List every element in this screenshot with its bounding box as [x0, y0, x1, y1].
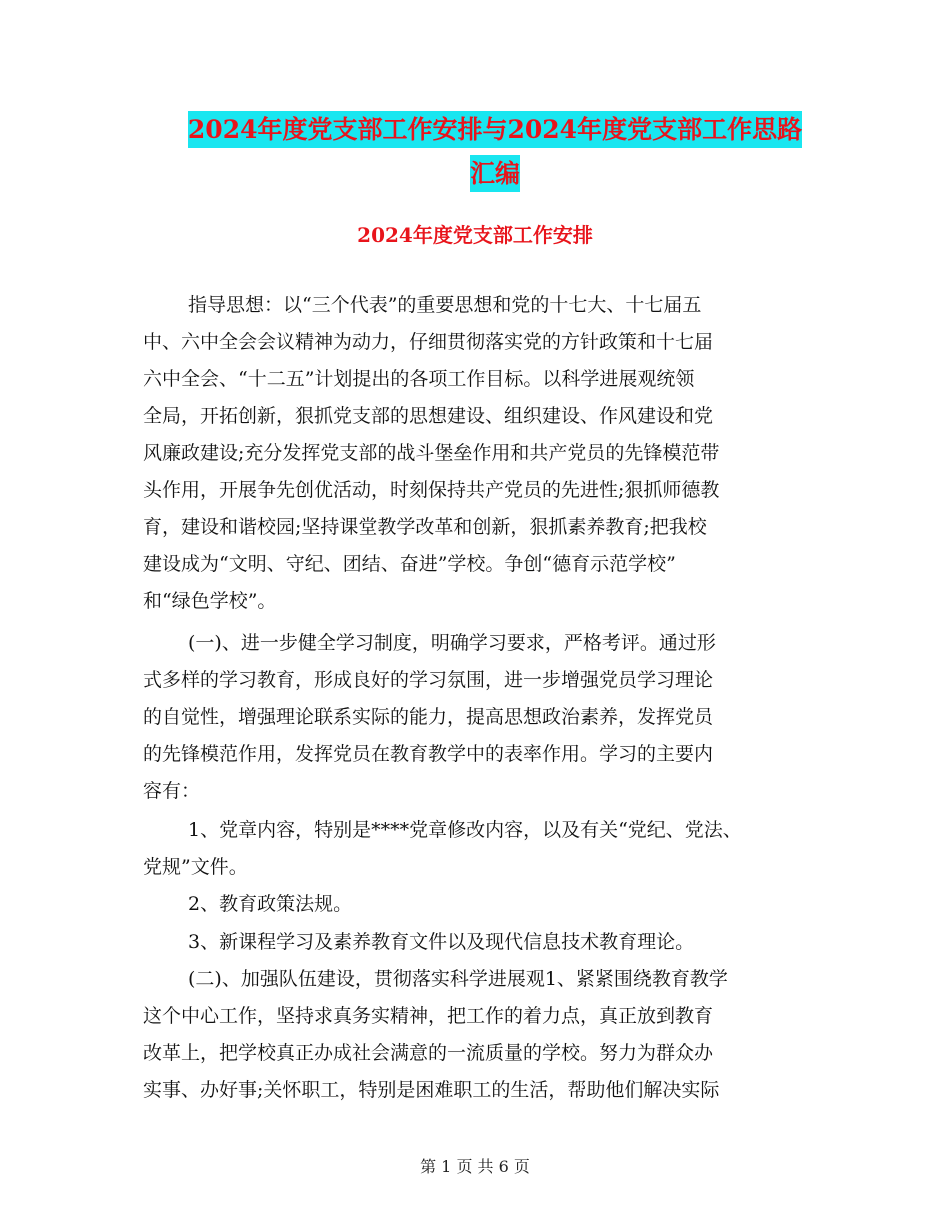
text-line: 这个中心工作，坚持求真务实精神，把工作的着力点，真正放到教育 [143, 1005, 714, 1027]
paragraph-study-system [143, 625, 833, 810]
text-line: 3、新课程学习及素养教育文件以及现代信息技术教育理论。 [188, 931, 695, 953]
text-line: 指导思想：以“三个代表”的重要思想和党的十七大、十七届五 [188, 294, 702, 316]
text-line: 六中全会、“十二五”计划提出的各项工作目标。以科学进展观统领 [143, 368, 695, 390]
text-line: 容有： [143, 780, 201, 802]
text-line: 的自觉性，增强理论联系实际的能力，提高思想政治素养，发挥党员 [143, 706, 714, 728]
text-line: (二)、加强队伍建设，贯彻落实科学进展观1、紧紧围绕教育教学 [188, 968, 728, 990]
text-line: 党规”文件。 [143, 856, 248, 878]
text-line: 实事、办好事;关怀职工，特别是困难职工的生活，帮助他们解决实际 [143, 1079, 720, 1101]
paragraph-item-1 [143, 812, 833, 886]
text-line: 2、教育政策法规。 [188, 893, 353, 915]
text-line: 建设成为“文明、守纪、团结、奋进”学校。争创“德育示范学校” [143, 553, 676, 575]
text-line: 头作用，开展争先创优活动，时刻保持共产党员的先进性;狠抓师德教 [143, 479, 720, 501]
document-title-line-1 [100, 108, 890, 152]
text-line: 育，建设和谐校园;坚持课堂教学改革和创新，狠抓素养教育;把我校 [143, 516, 707, 538]
section-title: 2024年度党支部工作安排 [357, 223, 593, 247]
text-line: 全局，开拓创新，狠抓党支部的思想建设、组织建设、作风建设和党 [143, 405, 714, 427]
text-line: (一)、进一步健全学习制度，明确学习要求，严格考评。通过形 [188, 632, 716, 654]
text-line: 中、六中全会会议精神为动力，仔细贯彻落实党的方针政策和十七届 [143, 331, 714, 353]
text-line: 和“绿色学校”。 [143, 590, 277, 612]
document-title-line-2 [100, 152, 890, 196]
text-line: 风廉政建设;充分发挥党支部的战斗堡垒作用和共产党员的先锋模范带 [143, 442, 720, 464]
paragraph-guiding-ideology [143, 287, 833, 620]
paragraph-item-3 [143, 924, 833, 961]
paragraph-team-building [143, 961, 833, 1109]
text-line: 1、党章内容，特别是****党章修改内容，以及有关“党纪、党法、 [188, 819, 742, 841]
page-number: 第 1 页 共 6 页 [420, 1157, 530, 1176]
text-line: 改革上，把学校真正办成社会满意的一流质量的学校。努力为群众办 [143, 1042, 714, 1064]
paragraph-item-2 [143, 886, 833, 923]
title-highlight: 2024年度党支部工作安排与2024年度党支部工作思路 [188, 111, 802, 148]
text-line: 式多样的学习教育，形成良好的学习氛围，进一步增强党员学习理论 [143, 669, 714, 691]
title-highlight: 汇编 [470, 155, 520, 192]
text-line: 的先锋模范作用，发挥党员在教育教学中的表率作用。学习的主要内 [143, 743, 714, 765]
